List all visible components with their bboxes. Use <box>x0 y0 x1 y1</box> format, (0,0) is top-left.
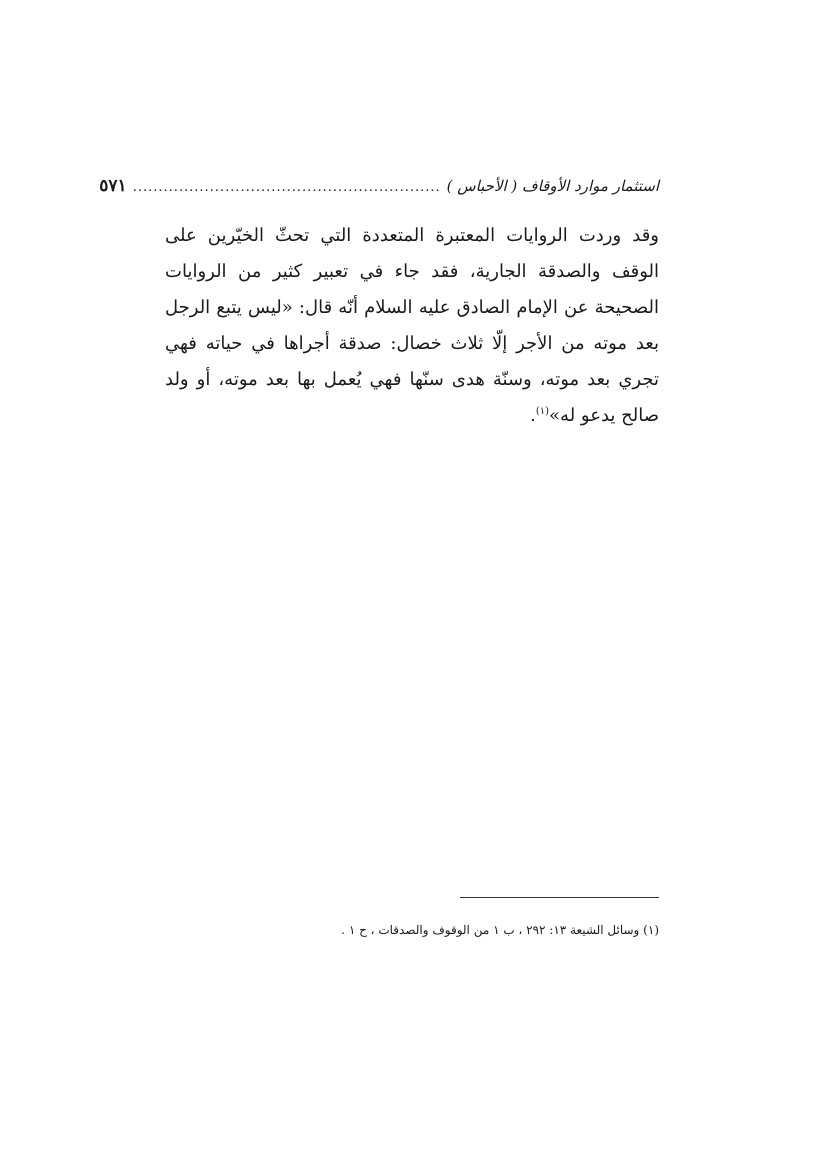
running-header <box>99 176 659 202</box>
running-header-title: استثمار موارد الأوقاف ( الأحباس ) <box>446 177 659 195</box>
footnote: (١) وسائل الشيعة ١٣: ٢٩٢ ، ب ١ من الوقوف والصدقات ، ح ١ . <box>341 923 659 937</box>
page-number: ٥٧١ <box>99 176 127 196</box>
footnote-reference[interactable]: (١) <box>535 406 550 417</box>
dot-leader: ............................................................ <box>132 180 441 195</box>
paragraph-text: وقد وردت الروايات المعتبرة المتعددة التي تحثّ الخيّرين على الوقف والصدقة الجارية، فقد جاء في تعبير كثير من الروايات الصحيحة عن الإمام الصادق عليه السلام أنّه قال: «ليس يتبع الرجل بعد موته من الأجر إلّا ثلاث خصال: صدقة أجراها في حياته فهي تجري بعد موته، وسنّة هدى سنّها فهي يُعمل بها بعد موته، أو ولد صالح يدعو له» <box>165 225 659 426</box>
paragraph-end: . <box>530 405 536 426</box>
body-paragraph <box>165 218 659 434</box>
footnote-separator <box>460 897 659 898</box>
